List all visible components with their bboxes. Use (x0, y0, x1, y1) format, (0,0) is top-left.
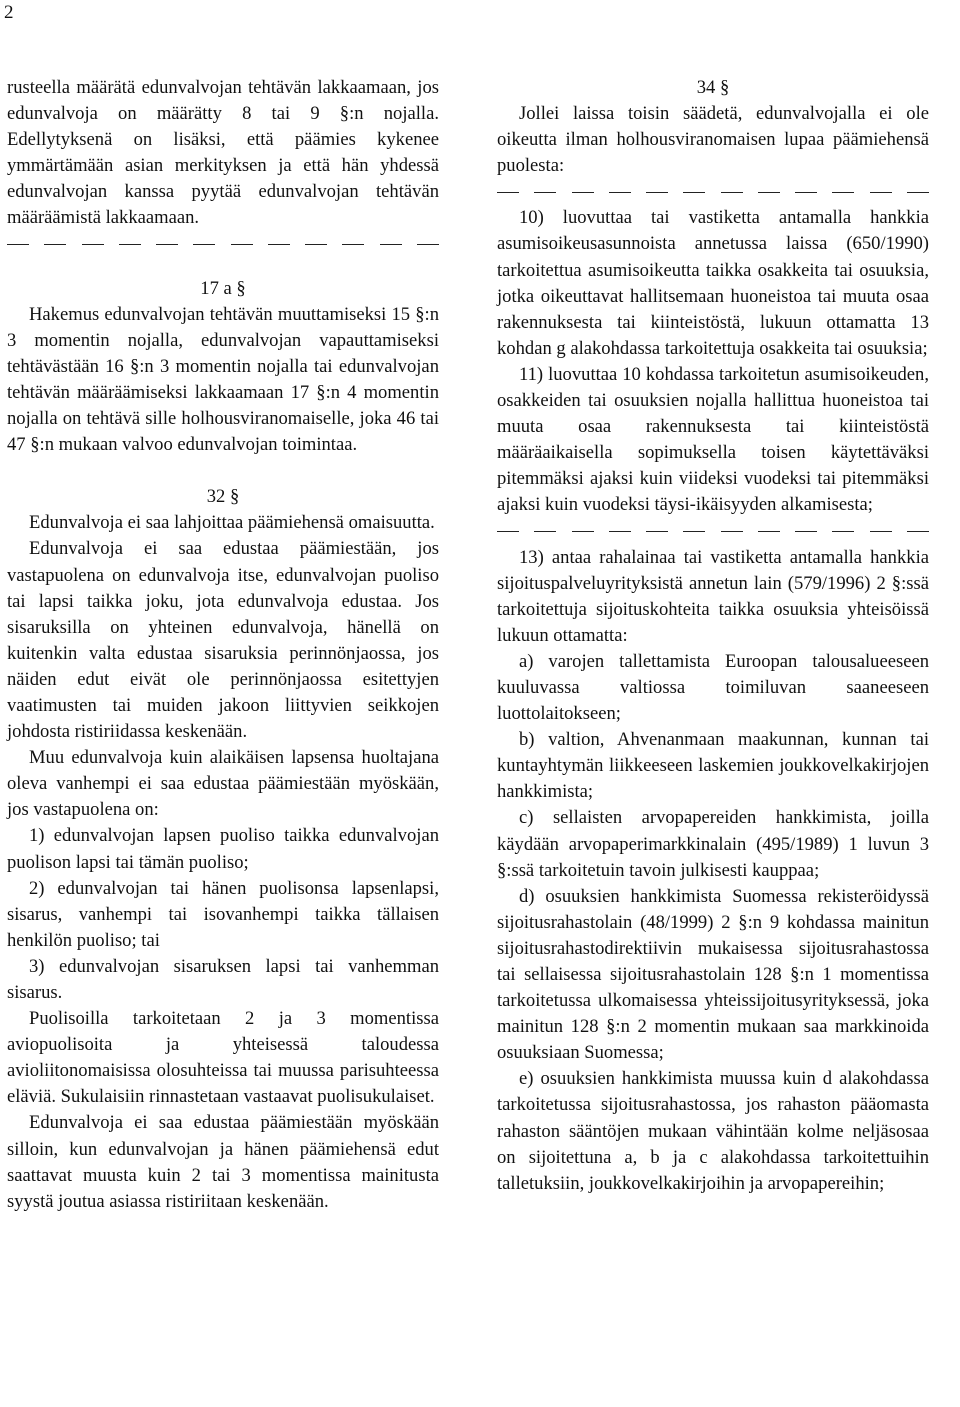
section-heading-34: 34 § (696, 77, 730, 98)
paragraph-32-1: Edunvalvoja ei saa lahjoittaa päämiehensä omaisuutta. (29, 512, 435, 534)
list-item-34-13: 13) antaa rahalainaa tai vastiketta antamalla hankkia sijoituspalveluyrityksistä annetun lain (579/1996) 2 §:ssä tarkoitettuja sijoituskohteita taikka osuuksia yhteisöissä lukuun ottamatta: (497, 546, 929, 646)
list-item-34-11: 11) luovuttaa 10 kohdassa tarkoitetun asumisoikeuden, osakkeiden tai osuuksien nojalla hallittua huoneistoa tai muuta osaa rakennuksesta tai kiinteistöstä määräaikaisella sopimuksella toisen käytettäväksi pitemmäksi ajaksi kuin viideksi vuodeksi tai pitemmäksi ajaksi kuin vuodeksi täysi-ikäisyyden alkamisesta; (497, 363, 929, 516)
paragraph-32-4: Puolisoilla tarkoitetaan 2 ja 3 momentissa aviopuolisoita ja yhteisessä taloudessa avioliitonomaisissa olosuhteissa tai muussa parisuhteessa eläviä. Sukulaisiin rinnastetaan vastaavat puolisukulaiset. (7, 1008, 439, 1108)
list-item-32-1: 1) edunvalvojan lapsen puoliso taikka edunvalvojan puolison lapsi tai tämän puoliso; (7, 825, 439, 873)
omission-dash-line (497, 179, 929, 205)
sub-item-34-13-b: b) valtion, Ahvenanmaan maakunnan, kunnan tai kuntayhtymän liikkeeseen laskemien joukkovelkakirjojen hankkimista; (497, 729, 929, 803)
sub-item-34-13-e: e) osuuksien hankkimista muussa kuin d alakohdassa tarkoitetussa sijoitusrahastossa, jos rahaston pääomasta rahaston sääntöjen mukaan vähintään kolme neljäsosaa on sijoitettuna a, b ja c alakohdassa tarkoitettuihin talletuksiin, joukkovelkakirjoihin ja arvopapereihin; (497, 1068, 929, 1194)
paragraph-32-5: Edunvalvoja ei saa edustaa päämiestään myöskään silloin, kun edunvalvojan ja hänen päämiehensä edut saattavat muusta kuin 2 tai 3 momentissa mainitusta syystä joutua asiassa ristiriitaan keskenään. (7, 1112, 439, 1212)
page-number: 2 (4, 2, 14, 23)
omission-dash-line (7, 232, 439, 258)
paragraph-17-continuation: rusteella määrätä edunvalvojan tehtävän lakkaamaan, jos edunvalvoja on määrätty 8 tai 9 §:n nojalla. Edellytyksenä on lisäksi, että päämies kykenee ymmärtämään asian merkityksen ja että hän yhdessä edunvalvojan kanssa pyytää edunvalvojan tehtävän määräämistä lakkaamaan. (7, 77, 439, 229)
paragraph-17a: Hakemus edunvalvojan tehtävän muuttamiseksi 15 §:n 3 momentin nojalla, edunvalvojan vapauttamiseksi tehtävästään 16 §:n 3 momentin nojalla tai edunvalvojan tehtävän määräämiseksi lakkaamaan 17 §:n 4 momentin nojalla on tehtävä sille holhousviranomaiselle, joka 46 tai 47 §:n mukaan valvoo edunvalvojan toimintaa. (7, 303, 439, 456)
list-item-32-3: 3) edunvalvojan sisaruksen lapsi tai vanhemman sisarus. (7, 955, 439, 1003)
section-heading-17a: 17 a § (200, 277, 246, 299)
left-column (7, 75, 439, 1215)
sub-item-34-13-a: a) varojen tallettamista Euroopan talousalueeseen kuuluvassa valtiossa toimiluvan saaneeseen luottolaitokseen; (497, 650, 929, 725)
paragraph-34-intro: Jollei laissa toisin säädetä, edunvalvojalla ei ole oikeutta ilman holhousviranomaisen lupaa päämiehensä puolesta: (497, 103, 929, 177)
omission-dash-line (497, 519, 929, 545)
sub-item-34-13-c: c) sellaisten arvopapereiden hankkimista, joilla käydään arvopaperimarkkinalain (495/1989) 1 luvun 3 §:ssä tarkoitetuin tavoin julkisesti kauppaa; (497, 807, 929, 881)
paragraph-32-3: Muu edunvalvoja kuin alaikäisen lapsensa huoltajana oleva vanhempi ei saa edustaa päämiestään myöskään, jos vastapuolena on: (7, 747, 439, 821)
right-column (497, 75, 929, 1197)
section-heading-32: 32 § (206, 486, 240, 508)
sub-item-34-13-d: d) osuuksien hankkimista Suomessa rekisteröidyssä sijoitusrahastolain (48/1999) 2 §:n 9 kohdassa mainitun sijoitusrahastodirektiivin mukaisessa sijoitusrahastossa tai sellaisessa sijoitusrahastolain 128 §:n 1 momentissa tarkoitetussa ulkomaisessa yhteissijoitusyrityksessä, joka mainitun 128 §:n 2 momentin mukaan saa markkinoida osuuksiaan Suomessa; (497, 885, 929, 1064)
paragraph-32-2: Edunvalvoja ei saa edustaa päämiestään, jos vastapuolena on edunvalvoja itse, edunvalvojan puoliso tai lapsi taikka joku, jota edunvalvoja edustaa. Jos sisaruksilla on yhteinen edunvalvoja, hänellä on kuitenkin valta edustaa sisaruksia perinnönjaossa, jos näiden edut eivät ole perinnönjaossa esitettyjen vaatimusten tai muiden jakoon liittyvien seikkojen johdosta ristiriidassa keskenään. (7, 538, 439, 743)
list-item-34-10: 10) luovuttaa tai vastiketta antamalla hankkia asumisoikeusasunnoista annetussa laissa (650/1990) tarkoitettua asumisoikeutta taikka osakkeita tai osuuksia, jotka oikeuttavat hallitsemaan huoneistoa tai muuta osaa rakennuksesta tai kiinteistöstä, lukuun ottamatta 13 kohdan g alakohdassa tarkoitettuja osakkeita tai osuuksia; (497, 207, 929, 359)
list-item-32-2: 2) edunvalvojan tai hänen puolisonsa lapsenlapsi, sisarus, vanhempi tai isovanhempi taikka tällaisen henkilön puoliso; tai (7, 877, 439, 951)
